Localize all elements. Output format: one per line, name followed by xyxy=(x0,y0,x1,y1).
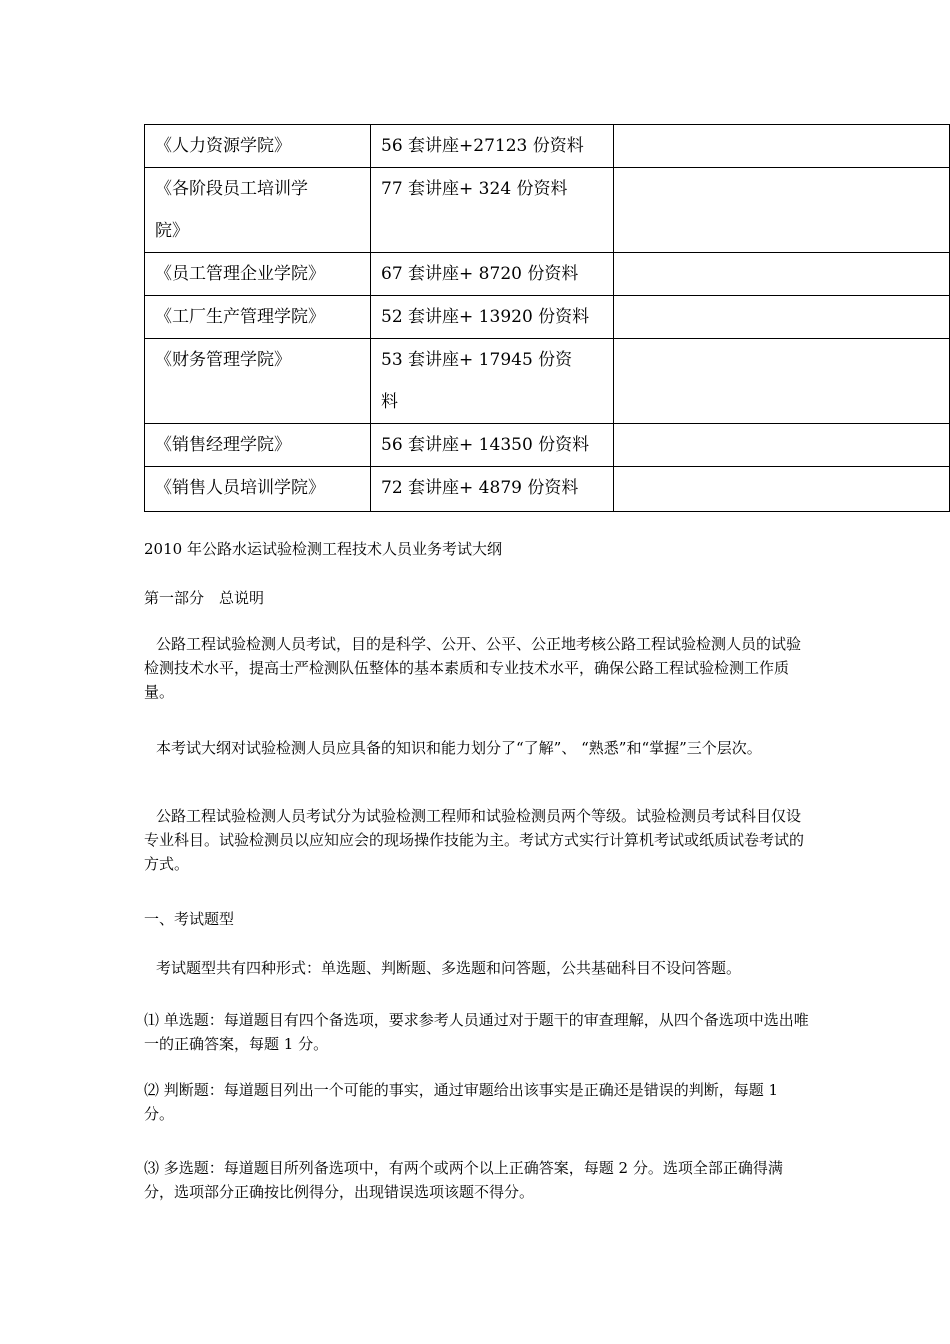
college-name-cell: 《人力资源学院》 xyxy=(145,125,371,168)
college-name-cell: 《员工管理企业学院》 xyxy=(145,253,371,296)
paragraph-question-types xyxy=(144,956,810,980)
item-single-choice xyxy=(144,1008,810,1056)
college-name-cell: 《财务管理学院》 xyxy=(145,339,371,424)
item-multiple-choice xyxy=(144,1156,810,1204)
paragraph-purpose xyxy=(144,632,810,704)
item-true-false xyxy=(144,1078,810,1126)
resource-table xyxy=(144,124,950,512)
item-text: ⑶ 多选题：每道题目所列备选项中，有两个或两个以上正确答案，每题 2 分。选项全部正确得满分，选项部分正确按比例得分，出现错误选项该题不得分。 xyxy=(144,1159,783,1201)
part-heading xyxy=(144,586,810,610)
table-row xyxy=(145,125,950,168)
paragraph-text: 考试题型共有四种形式：单选题、判断题、多选题和问答题，公共基础科目不设问答题。 xyxy=(156,959,742,977)
empty-cell xyxy=(614,253,950,296)
table-row xyxy=(145,467,950,512)
empty-cell xyxy=(614,125,950,168)
empty-cell xyxy=(614,296,950,339)
resource-count-cell: 72 套讲座+ 4879 份资料 xyxy=(371,467,614,512)
table-row xyxy=(145,168,950,253)
paragraph-grades xyxy=(144,804,810,876)
resource-count-cell: 56 套讲座+ 14350 份资料 xyxy=(371,424,614,467)
resource-count-cell: 77 套讲座+ 324 份资料 xyxy=(371,168,614,253)
table-row xyxy=(145,339,950,424)
resource-count-cell: 52 套讲座+ 13920 份资料 xyxy=(371,296,614,339)
college-name-cell: 《各阶段员工培训学院》 xyxy=(145,168,371,253)
title-text: 2010 年公路水运试验检测工程技术人员业务考试大纲 xyxy=(144,540,502,558)
college-name-cell: 《销售人员培训学院》 xyxy=(145,467,371,512)
table-row xyxy=(145,296,950,339)
resource-count-cell: 53 套讲座+ 17945 份资料 xyxy=(371,339,614,424)
empty-cell xyxy=(614,168,950,253)
empty-cell xyxy=(614,424,950,467)
empty-cell xyxy=(614,467,950,512)
section-heading xyxy=(144,907,810,931)
table-row xyxy=(145,424,950,467)
paragraph-levels xyxy=(144,736,810,760)
resource-count-cell: 56 套讲座+27123 份资料 xyxy=(371,125,614,168)
resource-count-cell: 67 套讲座+ 8720 份资料 xyxy=(371,253,614,296)
paragraph-text: 本考试大纲对试验检测人员应具备的知识和能力划分了“了解”、 “熟悉”和“掌握”三个层次。 xyxy=(156,739,762,757)
paragraph-text: 公路工程试验检测人员考试分为试验检测工程师和试验检测员两个等级。试验检测员考试科目仅设专业科目。试验检测员以应知应会的现场操作技能为主。考试方式实行计算机考试或纸质试卷考试的方式。 xyxy=(144,807,805,873)
college-name-cell: 《销售经理学院》 xyxy=(145,424,371,467)
part-heading-text: 第一部分 总说明 xyxy=(144,589,265,607)
paragraph-text: 公路工程试验检测人员考试，目的是科学、公开、公平、公正地考核公路工程试验检测人员的试验检测技术水平，提高士严检测队伍整体的基本素质和专业技术水平，确保公路工程试验检测工作质量。 xyxy=(144,635,802,701)
table-row xyxy=(145,253,950,296)
item-text: ⑴ 单选题：每道题目有四个备选项，要求参考人员通过对于题干的审查理解，从四个备选项中选出唯一的正确答案，每题 1 分。 xyxy=(144,1011,809,1053)
empty-cell xyxy=(614,339,950,424)
document-title xyxy=(144,537,810,561)
section-heading-text: 一、考试题型 xyxy=(144,910,235,928)
item-text: ⑵ 判断题：每道题目列出一个可能的事实，通过审题给出该事实是正确还是错误的判断，每题 1 分。 xyxy=(144,1081,779,1123)
college-name-cell: 《工厂生产管理学院》 xyxy=(145,296,371,339)
